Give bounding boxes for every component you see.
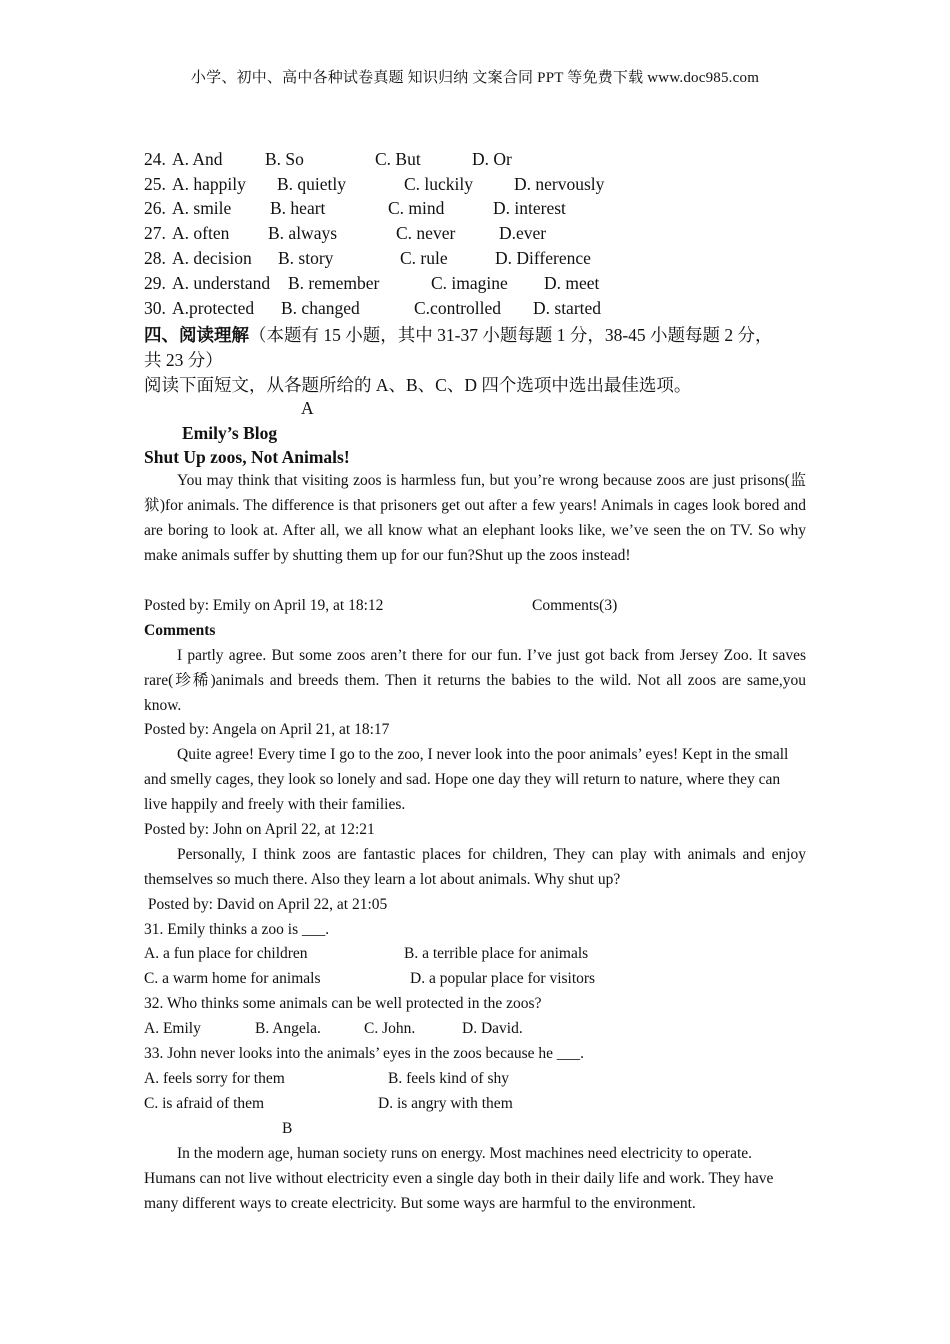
option-c: C. But	[375, 149, 421, 169]
option-a: A. happily	[172, 174, 246, 194]
option-d: D. Or	[472, 149, 512, 169]
option-a: A. decision	[172, 248, 252, 268]
passage-b-body: In the modern age, human society runs on energy. Most machines need electricity to operate. Humans can not live without electricity even a single day both in their daily life and work. They have many different ways to create electricity. But some ways are harmful to the environment.	[144, 1145, 774, 1212]
option-c: C. a warm home for animals	[144, 970, 321, 987]
cloze-num: 24.	[144, 149, 166, 169]
comment-posted-john: Posted by: John on April 22, at 12:21	[144, 821, 375, 838]
option-a: A. Emily	[144, 1020, 201, 1037]
question-32: 32. Who thinks some animals can be well protected in the zoos?	[144, 995, 542, 1012]
option-a: A. feels sorry for them	[144, 1070, 285, 1087]
option-a: A. a fun place for children	[144, 945, 308, 962]
page-header: 小学、初中、高中各种试卷真题 知识归纳 文案合同 PPT 等免费下载 www.doc985.com	[190, 70, 760, 86]
option-d: D. Difference	[495, 248, 591, 268]
question-33: 33. John never looks into the animals’ eyes in the zoos because he ___.	[144, 1045, 585, 1062]
comment-posted-angela: Posted by: Angela on April 21, at 18:17	[144, 721, 390, 738]
option-d: D. nervously	[514, 174, 605, 194]
cloze-num: 28.	[144, 248, 166, 268]
comment-posted-david: Posted by: David on April 22, at 21:05	[144, 896, 388, 913]
section-note-cont: 共 23 分）	[144, 350, 223, 370]
section-note: （本题有 15 小题，其中 31-37 小题每题 1 分，38-45 小题每题 2 分，	[249, 325, 773, 345]
section-heading	[144, 322, 773, 347]
option-c: C. imagine	[431, 273, 508, 293]
option-b: B. heart	[270, 198, 326, 218]
option-b: B. always	[268, 223, 338, 243]
option-c: C. mind	[388, 198, 445, 218]
option-a: A. often	[172, 223, 230, 243]
passage-label-b: B	[282, 1120, 293, 1137]
option-d: D.ever	[499, 223, 547, 243]
comments-heading: Comments	[144, 622, 216, 639]
cloze-num: 29.	[144, 273, 166, 293]
option-d: D. David.	[462, 1020, 523, 1037]
option-d: D. started	[533, 298, 602, 318]
blog-headline: Shut Up zoos, Not Animals!	[144, 447, 350, 467]
option-a: A. And	[172, 149, 223, 169]
option-b: B. So	[265, 149, 304, 169]
comment-david: Personally, I think zoos are fantastic places for children, They can play with animals and enjoy themselves so much there. Also they learn a lot about animals. Why shut up?	[144, 846, 806, 888]
option-b: B. a terrible place for animals	[404, 945, 589, 962]
passage-label-a: A	[301, 398, 314, 418]
option-c: C. luckily	[404, 174, 474, 194]
option-a: A.protected	[172, 298, 255, 318]
option-b: B. quietly	[277, 174, 347, 194]
option-b: B. story	[278, 248, 334, 268]
blog-title: Emily’s Blog	[182, 423, 278, 443]
option-a: A. smile	[172, 198, 232, 218]
question-31: 31. Emily thinks a zoo is ___.	[144, 921, 330, 938]
option-c: C. never	[396, 223, 456, 243]
option-b: B. remember	[288, 273, 380, 293]
option-c: C. John.	[364, 1020, 416, 1037]
option-c: C. rule	[400, 248, 448, 268]
option-d: D. a popular place for visitors	[410, 970, 596, 987]
section-instruction: 阅读下面短文，从各题所给的 A、B、C、D 四个选项中选出最佳选项。	[144, 375, 692, 395]
option-c: C. is afraid of them	[144, 1095, 265, 1112]
posted-by: Posted by: Emily on April 19, at 18:12	[144, 597, 384, 614]
option-d: D. is angry with them	[378, 1095, 513, 1112]
comment-john: Quite agree! Every time I go to the zoo, I never look into the poor animals’ eyes! Kept in the small and smelly cages, they look so lonely and sad. Hope one day they will return to nature, where they can live happily and freely with their families.	[144, 746, 789, 813]
cloze-num: 25.	[144, 174, 166, 194]
cloze-num: 27.	[144, 223, 166, 243]
cloze-num: 26.	[144, 198, 166, 218]
blog-body: You may think that visiting zoos is harmless fun, but you’re wrong because zoos are just prisons(监狱)for animals. The difference is that prisoners get out after a few years! Animals in cages look bored and are boring to look at. After all, we all know what an elephant looks like, we’ve seen the on TV. So why make animals suffer by shutting them up for our fun?Shut up the zoos instead!	[144, 472, 806, 564]
option-d: D. interest	[493, 198, 566, 218]
option-b: B. feels kind of shy	[388, 1070, 509, 1087]
cloze-num: 30.	[144, 298, 166, 318]
option-a: A. understand	[172, 273, 271, 293]
option-d: D. meet	[544, 273, 600, 293]
comments-count: Comments(3)	[532, 597, 618, 614]
option-c: C.controlled	[414, 298, 501, 318]
section-title: 四、阅读理解	[144, 325, 249, 345]
option-b: B. changed	[281, 298, 360, 318]
comment-angela: I partly agree. But some zoos aren’t there for our fun. I’ve just got back from Jersey Zoo. It saves rare(珍稀)animals and breeds them. Then it returns the babies to the wild. Not all zoos are same,you know.	[144, 647, 806, 714]
option-b: B. Angela.	[255, 1020, 321, 1037]
